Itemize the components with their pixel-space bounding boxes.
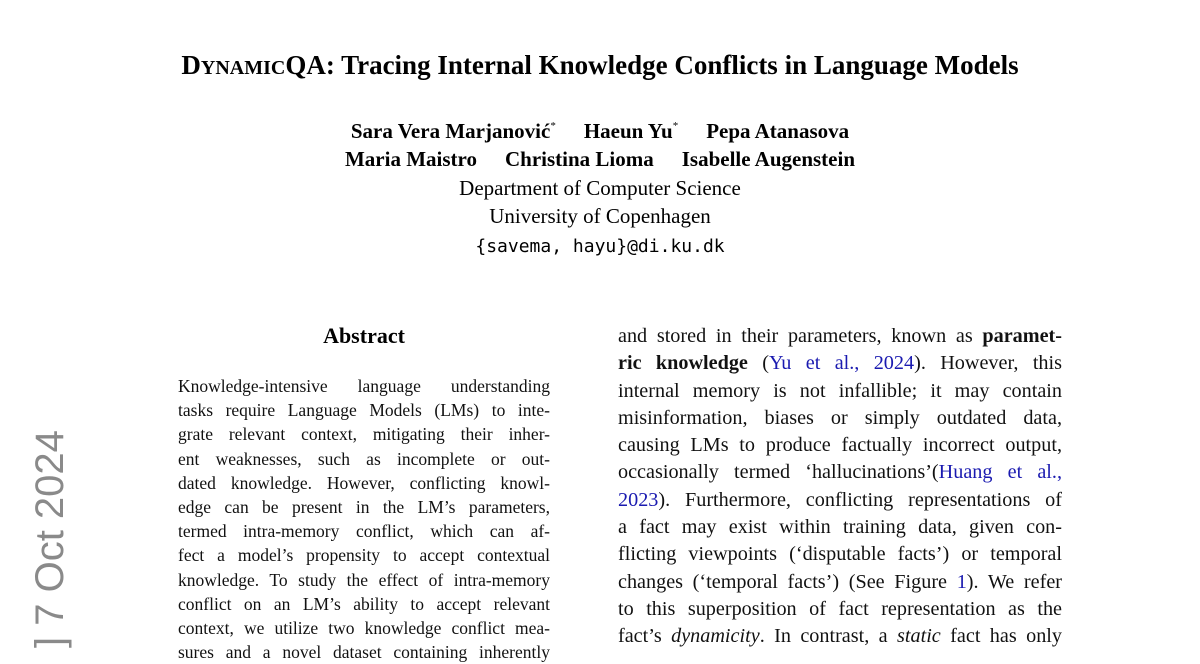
body-text: . In contrast, a	[759, 625, 898, 648]
abstract-line: context, we utilize two knowledge conflict mea-	[178, 618, 550, 639]
arxiv-sidebar-stamp: ] 7 Oct 2024	[28, 430, 72, 648]
abstract-body	[178, 374, 550, 664]
body-line	[618, 623, 1062, 650]
body-column-right	[618, 323, 1062, 651]
body-line: a fact may exist within training data, given con-	[618, 516, 1062, 539]
body-line	[618, 323, 1062, 350]
title-smallcaps-initial: D	[181, 50, 201, 80]
author-name: Haeun Yu	[583, 119, 673, 143]
abstract-line: dated knowledge. However, conflicting knowl-	[178, 472, 550, 493]
abstract-line: conflict on an LM’s ability to accept relevant	[178, 593, 550, 614]
italic-term: static	[897, 625, 941, 648]
paper-title	[0, 47, 1200, 86]
body-line: internal memory is not infallible; it may contain	[618, 379, 1062, 402]
university: University of Copenhagen	[489, 204, 711, 228]
body-line	[618, 487, 1062, 514]
author-name: Isabelle Augenstein	[681, 147, 856, 171]
bold-term: ric knowledge	[618, 352, 748, 375]
abstract-line: knowledge. To study the effect of intra-memory	[178, 569, 550, 590]
body-line: to this superposition of fact representation as the	[618, 597, 1062, 620]
title-smallcaps-rest: YNAMIC	[200, 57, 286, 79]
author-row-2	[0, 145, 1200, 173]
author-row-1	[0, 117, 1200, 145]
body-text: (	[747, 352, 769, 375]
body-line	[618, 350, 1062, 377]
abstract-line: sures and a novel dataset containing inherently	[178, 642, 550, 663]
body-text: occasionally termed ‘hallucinations’(	[618, 461, 939, 484]
body-line: causing LMs to produce factually incorrect output,	[618, 434, 1062, 457]
body-text: ). We refer	[966, 570, 1063, 593]
author-name: Maria Maistro	[344, 147, 477, 171]
abstract-line: grate relevant context, mitigating their inher-	[178, 424, 550, 445]
author-name: Christina Lioma	[504, 147, 654, 171]
equal-contribution-mark: *	[672, 120, 679, 132]
italic-term: dynamicity	[671, 625, 760, 648]
abstract-line: tasks require Language Models (LMs) to inte-	[178, 400, 550, 421]
body-text: fact’s	[618, 625, 672, 648]
author-email	[0, 231, 1200, 261]
body-line: flicting viewpoints (‘disputable facts’) or temporal	[618, 543, 1062, 566]
author-name: Pepa Atanasova	[706, 119, 850, 143]
body-text: fact has only	[940, 625, 1062, 648]
abstract-line: termed intra-memory conflict, which can af-	[178, 521, 550, 542]
citation-link[interactable]: Yu et al., 2024	[768, 352, 915, 375]
citation-link[interactable]: Huang et al.,	[938, 461, 1062, 484]
abstract-line: ent weaknesses, such as incomplete or out-	[178, 448, 550, 469]
body-text: ). Furthermore, conflicting representations of	[658, 488, 1062, 511]
abstract-heading: Abstract	[323, 323, 405, 348]
author-name: Sara Vera Marjanović	[350, 119, 551, 143]
body-text: ). However, this	[914, 352, 1062, 375]
abstract-line: Knowledge-intensive language understanding	[178, 376, 550, 396]
body-text: changes (‘temporal facts’) (See Figure	[618, 570, 957, 593]
body-line	[618, 569, 1062, 596]
equal-contribution-mark: *	[550, 120, 556, 132]
body-line: misinformation, biases or simply outdated data,	[618, 406, 1062, 429]
abstract-line: fect a model’s propensity to accept contextual	[178, 545, 550, 566]
bold-term: paramet-	[982, 325, 1062, 347]
figure-ref-link[interactable]: 1	[956, 570, 967, 593]
body-line	[618, 459, 1062, 486]
citation-link[interactable]: 2023	[618, 488, 659, 511]
body-text: and stored in their parameters, known as	[618, 325, 983, 347]
title-text: QA: Tracing Internal Knowledge Conflicts in Language Models	[285, 50, 1019, 80]
abstract-line: edge can be present in the LM’s parameters,	[178, 497, 550, 518]
email-text: {savema, hayu}@di.ku.dk	[475, 236, 725, 257]
department: Department of Computer Science	[459, 176, 741, 200]
